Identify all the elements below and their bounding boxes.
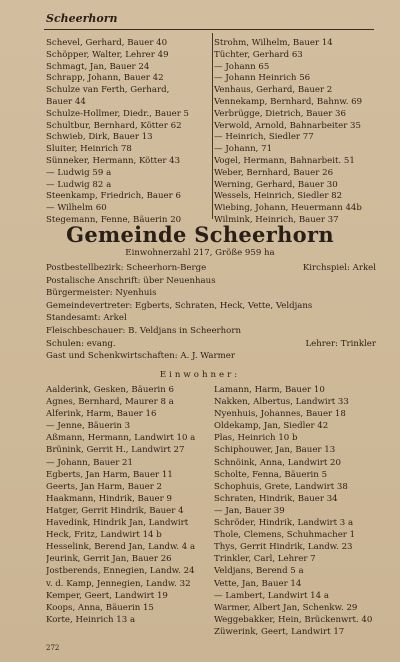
entry-line: Koops, Anna, Bäuerin 15 [46, 602, 154, 613]
residents-right-column [208, 384, 376, 638]
entry-line: — Ludwig 82 a [46, 179, 112, 190]
entry-line: Thys, Gerrit Hindrik, Landw. 23 [214, 542, 353, 553]
entry-line: Verbrügge, Dietrich, Bauer 36 [214, 108, 346, 119]
entry-line: — Wilhelm 60 [46, 203, 107, 214]
top-left-column [46, 38, 208, 227]
entry-line: Heck, Fritz, Landwirt 14 b [46, 530, 162, 541]
entry-line: Vogel, Hermann, Bahnarbeit. 51 [214, 155, 355, 166]
info-label: Standesamt: Arkel [46, 313, 127, 324]
entry-line: — Johann 65 [214, 61, 270, 72]
entry-line: Weber, Bernhard, Bauer 26 [214, 167, 334, 178]
entry-line: Schulze-Hollmer, Diedr., Bauer 5 [46, 108, 190, 119]
residents-list [46, 384, 376, 638]
entry-line: Lamann, Harm, Bauer 10 [214, 385, 325, 395]
entry-line: Schnöink, Anna, Landwirt 20 [214, 457, 341, 468]
info-label: Bürgermeister: Nyenhuis [46, 288, 157, 299]
entry-line: Wiebing, Johann, Heuermann 44b [214, 203, 362, 214]
entry-line: Trinkler, Carl, Lehrer 7 [214, 554, 316, 565]
entry-line: Vette, Jan, Bauer 14 [214, 578, 302, 589]
entry-line: Vennekamp, Bernhard, Bahnw. 69 [214, 96, 363, 107]
entry-line: Havedink, Hindrik Jan, Landwirt [46, 518, 189, 529]
entry-line: — Jan, Bauer 39 [214, 505, 285, 516]
entry-line: Werning, Gerhard, Bauer 30 [214, 179, 338, 190]
entry-line: Wessels, Heinrich, Siedler 82 [214, 191, 343, 202]
entry-line: Sünneker, Hermann, Kötter 43 [46, 155, 181, 166]
entry-line: Venhaus, Gerhard, Bauer 2 [214, 85, 333, 96]
population-area: Einwohnerzahl 217, Größe 959 ha [125, 248, 275, 258]
info-label: Schulen: evang. [46, 338, 116, 349]
entry-line: Jeurink, Gerrit Jan, Bauer 26 [46, 554, 172, 565]
entry-line: Nyenhuis, Johannes, Bauer 18 [214, 409, 346, 420]
entry-line: Thole, Clemens, Schuhmacher 1 [214, 530, 356, 541]
entry-line: Schulze van Ferth, Gerhard, [46, 85, 170, 96]
entry-line: Geerts, Jan Harm, Bauer 2 [46, 481, 163, 492]
entry-line: Alferink, Harm, Bauer 16 [46, 409, 157, 420]
entry-line: Schophuis, Grete, Landwirt 38 [214, 481, 348, 492]
entry-line: — Johann, 71 [214, 144, 273, 155]
municipality-info [46, 262, 376, 363]
entry-line: Schevel, Gerhard, Bauer 40 [46, 38, 168, 48]
info-row [46, 312, 376, 325]
entry-line: Plas, Heinrich 10 b [214, 433, 298, 444]
entry-line: Agnes, Bernhard, Maurer 8 a [46, 397, 174, 408]
header-rule [44, 29, 374, 30]
info-row [46, 300, 376, 313]
entry-line: Veldjans, Berend 5 a [214, 566, 304, 577]
entry-line: — Johann, Bauer 21 [46, 457, 133, 468]
info-label: Postalische Anschrift: über Neuenhaus [46, 275, 216, 286]
entry-line: Schiphouwer, Jan, Bauer 13 [214, 445, 336, 456]
info-label: Postbestellbezirk: Scheerhorn-Berge [46, 263, 207, 273]
entry-line: v. d. Kamp, Jennegien, Landw. 32 [46, 578, 191, 589]
previous-section-entries [46, 38, 376, 227]
info-right: Lehrer: Trinkler [305, 338, 376, 349]
entry-line: Steenkamp, Friedrich, Bauer 6 [46, 191, 181, 202]
entry-line: Tüchter, Gerhard 63 [214, 49, 303, 60]
info-row [46, 325, 376, 338]
top-right-column [208, 38, 376, 227]
entry-line: — Lambert, Landwirt 14 a [214, 590, 329, 601]
entry-line: Aßmann, Hermann, Landwirt 10 a [46, 433, 196, 444]
entry-line: Egberts, Jan Harm, Bauer 11 [46, 469, 173, 480]
entry-line: Strohm, Wilhelm, Bauer 14 [214, 38, 333, 48]
entry-line: Haakmann, Hindrik, Bauer 9 [46, 493, 172, 504]
entry-line: Züwerink, Geert, Landwirt 17 [214, 626, 345, 637]
entry-line: — Johann Heinrich 56 [214, 73, 311, 84]
entry-line: Schwieb, Dirk, Bauer 13 [46, 132, 153, 143]
info-label: Gemeindevertreter: Egberts, Schraten, Heck, Vette, Veldjans [46, 300, 313, 311]
entry-line: Schmagt, Jan, Bauer 24 [46, 61, 150, 72]
info-label: Gast und Schenkwirtschaften: A. J. Warmer [46, 351, 235, 362]
residents-heading: Einwohner: [159, 370, 241, 380]
info-row [46, 338, 376, 351]
entry-line: Schrapp, Johann, Bauer 42 [46, 73, 164, 84]
entry-line: Korte, Heinrich 13 a [46, 614, 136, 625]
info-row [46, 287, 376, 300]
entry-line: Jostberends, Ennegien, Landw. 24 [46, 566, 195, 577]
entry-line: Schraten, Hindrik, Bauer 34 [214, 493, 338, 504]
entry-line: — Heinrich, Siedler 77 [214, 132, 314, 143]
entry-line: Scholte, Fenna, Bäuerin 5 [214, 469, 328, 480]
info-row [46, 275, 376, 288]
entry-line: Schultbur, Bernhard, Kötter 62 [46, 120, 182, 131]
info-row [46, 350, 376, 363]
entry-line: Weggebakker, Hein, Brückenwrt. 40 [214, 614, 373, 625]
info-right: Kirchspiel: Arkel [302, 263, 376, 273]
entry-line: Oldekamp, Jan, Siedler 42 [214, 421, 329, 432]
entry-line: Aalderink, Gesken, Bäuerin 6 [46, 385, 175, 395]
info-label: Fleischbeschauer: B. Veldjans in Scheerhorn [46, 325, 242, 336]
entry-line: Nakken, Albertus, Landwirt 33 [214, 397, 349, 408]
page-number: 272 [46, 644, 60, 652]
entry-line: Hesselink, Berend Jan, Landw. 4 a [46, 542, 196, 553]
entry-line: Hatger, Gerrit Hindrik, Bauer 4 [46, 505, 184, 516]
entry-line: Kemper, Geert, Landwirt 19 [46, 590, 168, 601]
entry-line: Schöpper, Walter, Lehrer 49 [46, 49, 169, 60]
entry-line: Warmer, Albert Jan, Schenkw. 29 [214, 602, 358, 613]
entry-line: — Ludwig 59 a [46, 167, 112, 178]
entry-line: Sluiter, Heinrich 78 [46, 144, 132, 155]
entry-line: Bauer 44 [46, 96, 86, 107]
entry-line: — Jenne, Bäuerin 3 [46, 421, 131, 432]
info-row [46, 262, 376, 275]
entry-line: Schröder, Hindrik, Landwirt 3 a [214, 518, 354, 529]
entry-line: Brünink, Gerrit H., Landwirt 27 [46, 445, 185, 456]
entry-line: Stegemann, Fenne, Bäuerin 20 [46, 214, 182, 225]
entry-line: Wilmink, Heinrich, Bauer 37 [214, 214, 339, 225]
section-title: Gemeinde Scheerhorn [66, 222, 334, 247]
residents-left-column [46, 384, 208, 638]
running-header: Scheerhorn [46, 12, 118, 25]
entry-line: Verwold, Arnold, Bahnarbeiter 35 [214, 120, 361, 131]
